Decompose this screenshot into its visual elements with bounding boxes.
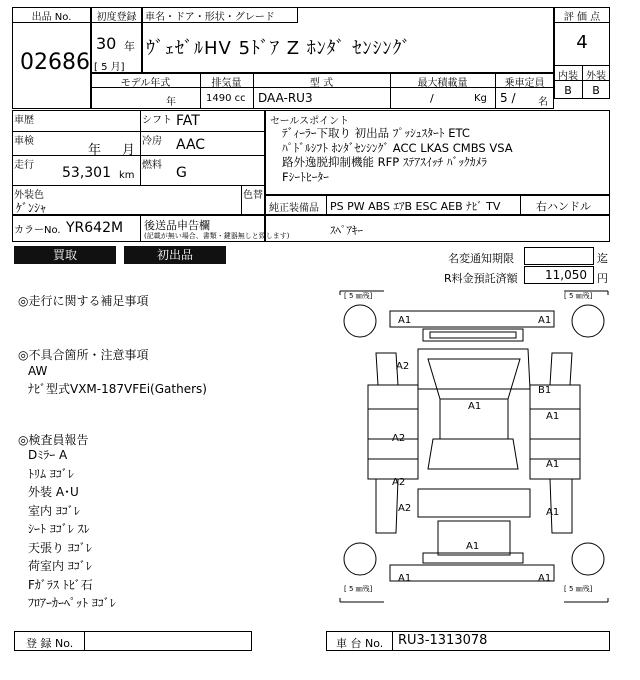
inspection-label: 車検	[14, 136, 34, 147]
reg-month: [ 5 月]	[94, 62, 125, 73]
history-label: 車歴	[14, 115, 34, 126]
car-name-label: 車名・ドア・形状・グレード	[145, 12, 275, 23]
mileage-unit: km	[119, 170, 135, 181]
tire-rear-left	[344, 543, 376, 575]
bought-bar: 買取	[14, 246, 116, 264]
capacity-label: 乗車定員	[504, 78, 545, 89]
score-value: 4	[576, 32, 588, 53]
lot-number: 02686	[20, 50, 90, 75]
damage-mark: A2	[392, 433, 406, 444]
color-no-label: カラーNo.	[14, 225, 61, 236]
name-change-box	[524, 247, 594, 265]
damage-mark: A1	[398, 573, 412, 584]
inspection-year: 年	[88, 143, 102, 158]
retrofit-sub: (記載が無い場合、書類・鍵器無しと致します)	[144, 232, 290, 240]
sales-line: 路外逸脱抑制機能 RFP ｽﾃｱｽｲｯﾁ ﾊﾞｯｸｶﾒﾗ	[282, 155, 488, 169]
fuel-label: 燃料	[142, 160, 162, 171]
score-label: 評 価 点	[563, 12, 601, 23]
mileage-value: 53,301	[62, 165, 111, 181]
inspector-line: ｼｰﾄ ﾖｺﾞﾚ ｽﾚ	[28, 522, 90, 536]
exterior-grade: B	[592, 84, 600, 97]
damage-mark: A2	[398, 503, 412, 514]
defect-title: ◎不具合箇所・注意事項	[18, 348, 149, 362]
tire-label-fl: [ 5 ㎜残]	[344, 292, 373, 300]
first-reg-label: 初度登録	[96, 12, 137, 23]
model-year-unit: 年	[166, 97, 176, 108]
inspector-line: 室内 ﾖｺﾞﾚ	[28, 503, 80, 518]
damage-mark: A1	[466, 541, 480, 552]
inspector-line: 外装 A･U	[28, 485, 79, 499]
sales-line: ﾃﾞｨｰﾗｰ下取り 初出品 ﾌﾟｯｼｭｽﾀｰﾄ ETC	[282, 126, 470, 140]
capacity-unit: 名	[538, 97, 548, 108]
car-diagram-svg	[338, 289, 610, 604]
tire-label-rl: [ 5 ㎜残]	[344, 585, 373, 593]
exterior-label: 外装	[586, 71, 606, 82]
load-label: 最大積載量	[417, 78, 468, 89]
inspection-month: 月	[122, 143, 136, 158]
retrofit-label: 後送品申告欄	[144, 219, 210, 232]
damage-mark: A1	[538, 573, 552, 584]
lot-label: 出品 No.	[31, 12, 72, 23]
first-listing-bar: 初出品	[124, 246, 226, 264]
ac-value: AAC	[176, 137, 206, 153]
damage-mark: A1	[538, 315, 552, 326]
car-damage-diagram	[338, 289, 610, 604]
inspector-line: 荷室内 ﾖｺﾞﾚ	[28, 559, 92, 573]
damage-mark: A2	[392, 477, 406, 488]
damage-mark: B1	[538, 385, 552, 396]
damage-mark: A2	[396, 361, 410, 372]
sales-points	[282, 126, 513, 184]
recycle-unit: 円	[597, 272, 608, 285]
reg-year: 30	[96, 34, 117, 53]
defect-line: ﾅﾋﾞ型式VXM-187VFEi(Gathers)	[28, 382, 207, 396]
inspector-title: ◎検査員報告	[18, 433, 89, 447]
displacement-label: 排気量	[211, 78, 242, 89]
tire-rear-right	[572, 543, 604, 575]
retrofit-value-box	[265, 215, 610, 242]
capacity-value: 5 /	[500, 91, 516, 105]
damage-mark: A1	[468, 401, 482, 412]
shift-label: シフト	[142, 115, 172, 126]
inspector-line: ﾄﾘﾑ ﾖｺﾞﾚ	[28, 466, 74, 481]
sales-line: ﾊﾟﾄﾞﾙｼﾌﾄ ﾎﾝﾀﾞｾﾝｼﾝｸﾞ ACC LKAS CMBS VSA	[282, 140, 513, 155]
inspector-line: 天張り ﾖｺﾞﾚ	[28, 540, 92, 555]
color-value: ｹﾞﾝｼｬ	[16, 201, 47, 215]
model-year-label: モデル年式	[120, 78, 171, 89]
supplement-title: ◎走行に関する補足事項	[18, 294, 149, 308]
chassis-number: RU3-1313078	[398, 633, 488, 648]
defect-line: AW	[28, 364, 48, 378]
chassis-label: 車 台 No.	[336, 637, 384, 650]
damage-marks	[392, 315, 559, 584]
load-slash: /	[430, 92, 434, 105]
damage-mark: A1	[546, 411, 560, 422]
inspector-line: Fｶﾞﾗｽ ﾄﾋﾞ石	[28, 577, 93, 592]
color-label: 外装色	[14, 190, 44, 201]
model-code: DAA-RU3	[258, 91, 313, 105]
mileage-label: 走行	[14, 160, 34, 171]
steering-value: 右ハンドル	[536, 200, 591, 213]
equipment-label: 純正装備品	[269, 203, 319, 214]
equipment-value: PS PW ABS ｴｱB ESC AEB ﾅﾋﾞ TV	[330, 200, 501, 213]
retrofit-value: ｽﾍﾟｱｷｰ	[330, 224, 363, 237]
damage-mark: A1	[546, 507, 560, 518]
name-change-unit: 迄	[597, 252, 608, 265]
tire-label-fr: [ 5 ㎜残]	[564, 292, 593, 300]
registration-label: 登 録 No.	[26, 637, 74, 650]
color-no-value: YR642M	[66, 220, 124, 236]
damage-mark: A1	[546, 459, 560, 470]
recycle-value: 11,050	[545, 268, 587, 282]
reg-year-unit: 年	[124, 40, 135, 53]
interior-label: 内装	[558, 71, 578, 82]
tire-label-rr: [ 5 ㎜残]	[564, 585, 593, 593]
defect-list	[28, 362, 207, 398]
sales-label: セールスポイント	[270, 116, 350, 127]
load-unit: Kg	[474, 93, 487, 104]
recycle-label: R料金預託済額	[444, 272, 518, 285]
model-label: 型 式	[309, 78, 334, 89]
displacement-value: 1490 cc	[206, 93, 246, 104]
car-name: ｳﾞｪｾﾞﾙHV 5ﾄﾞｱ Z ﾎﾝﾀﾞ ｾﾝｼﾝｸﾞ	[146, 38, 412, 59]
inspector-line: ﾌﾛｱｰｶｰﾍﾟｯﾄ ﾖｺﾞﾚ	[28, 596, 116, 610]
inspector-list	[28, 446, 116, 613]
interior-grade: B	[564, 84, 572, 97]
tire-front-left	[344, 305, 376, 337]
shift-value: FAT	[176, 113, 200, 129]
tire-front-right	[572, 305, 604, 337]
detail-block	[12, 110, 265, 215]
name-change-label: 名変通知期限	[448, 252, 514, 265]
fuel-value: G	[176, 165, 187, 181]
ac-label: 冷房	[142, 136, 162, 147]
inspector-line: Dﾐﾗｰ A	[28, 448, 68, 462]
color-change-label: 色替	[243, 190, 263, 201]
damage-mark: A1	[398, 315, 412, 326]
sales-line: Fｼｰﾄﾋｰﾀｰ	[282, 169, 329, 184]
